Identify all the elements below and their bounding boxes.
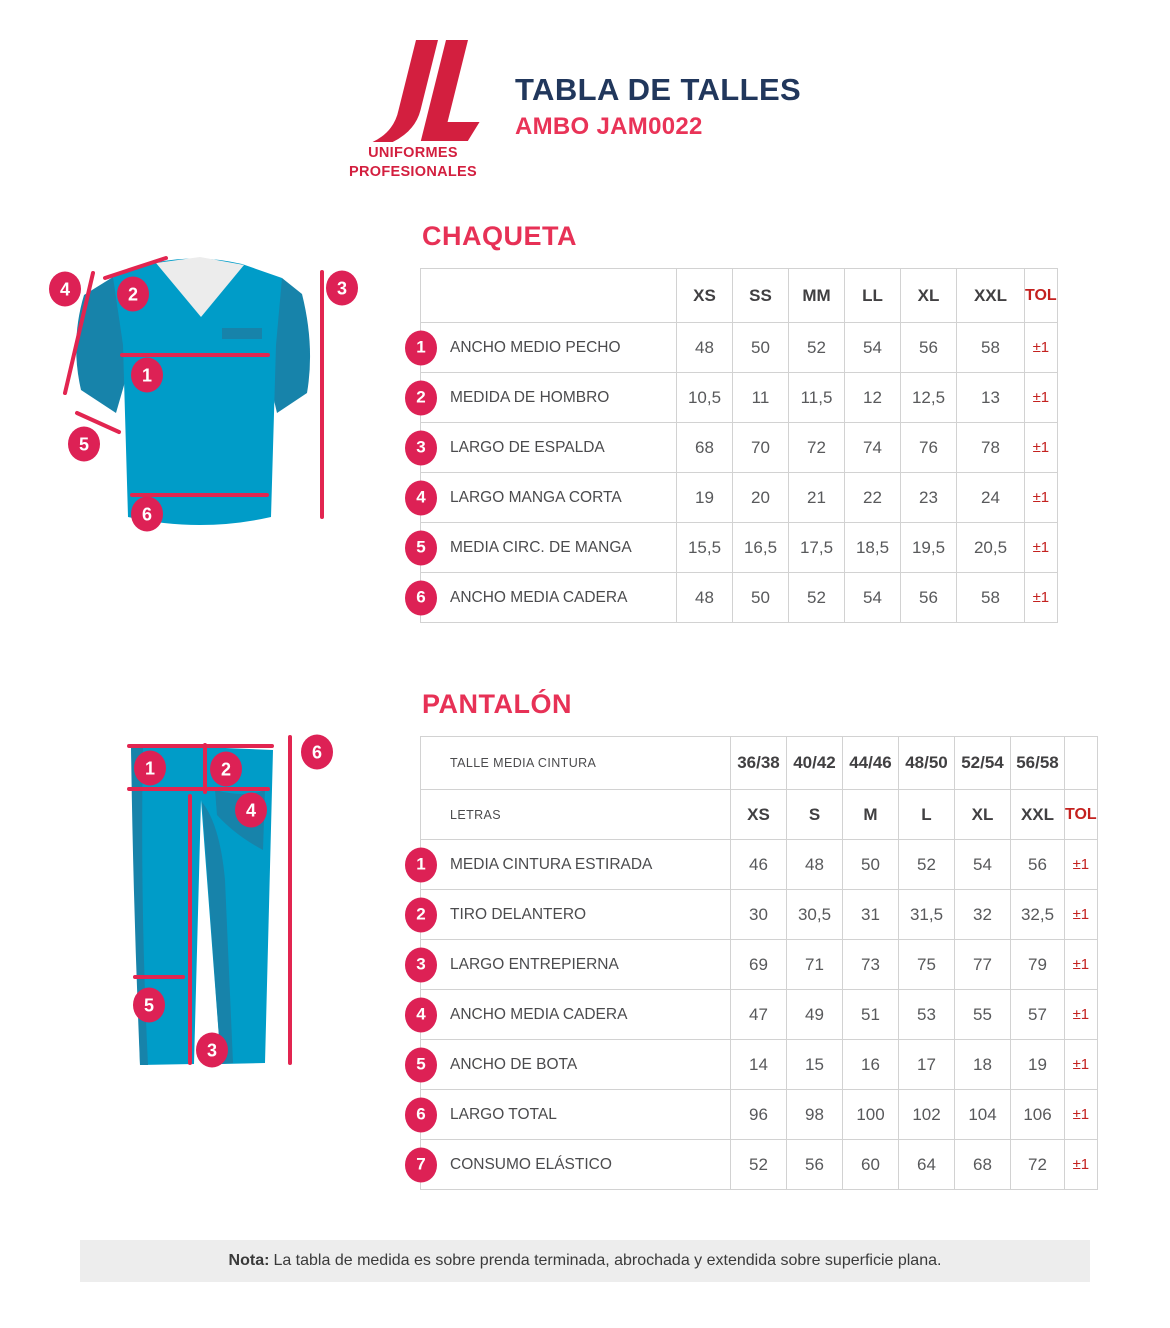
measure-marker-number: 1 <box>144 758 156 779</box>
measure-marker-number: 4 <box>59 279 71 300</box>
tolerance-value: ±1 <box>1065 1090 1098 1140</box>
talle-value: 48/50 <box>899 737 955 790</box>
size-col-header: L <box>899 790 955 840</box>
size-value: 12 <box>845 373 901 423</box>
tolerance-value: ±1 <box>1025 323 1058 373</box>
brand-logo <box>338 38 488 182</box>
jacket-illustration <box>40 250 370 550</box>
title-block <box>515 72 801 141</box>
measure-row <box>421 1140 1098 1190</box>
tol-col-header: TOL <box>1025 269 1058 323</box>
measure-row <box>421 573 1058 623</box>
tolerance-value: ±1 <box>1025 423 1058 473</box>
size-value: 73 <box>843 940 899 990</box>
row-number-badge: 1 <box>405 847 437 882</box>
measure-row <box>421 940 1098 990</box>
size-value: 56 <box>1011 840 1065 890</box>
size-value: 55 <box>955 990 1011 1040</box>
row-number-badge: 7 <box>405 1147 437 1182</box>
tol-col-header: TOL <box>1065 790 1098 840</box>
size-value: 50 <box>733 573 789 623</box>
logo-text-line2: PROFESIONALES <box>349 163 477 180</box>
logo-text-line1: UNIFORMES <box>368 145 458 161</box>
size-value: 71 <box>787 940 843 990</box>
size-value: 31 <box>843 890 899 940</box>
row-number-badge: 4 <box>405 997 437 1032</box>
talle-value: 40/42 <box>787 737 843 790</box>
size-value: 48 <box>677 573 733 623</box>
size-value: 31,5 <box>899 890 955 940</box>
talle-value: 44/46 <box>843 737 899 790</box>
size-value: 102 <box>899 1090 955 1140</box>
size-value: 72 <box>1011 1140 1065 1190</box>
measure-label: CONSUMO ELÁSTICO <box>450 1155 612 1173</box>
note-text: La tabla de medida es sobre prenda terminada, abrochada y extendida sobre superficie plana. <box>273 1252 942 1269</box>
measure-label: ANCHO DE BOTA <box>450 1055 578 1073</box>
letras-label: LETRAS <box>421 790 731 840</box>
size-value: 56 <box>901 323 957 373</box>
size-value: 16 <box>843 1040 899 1090</box>
tolerance-value: ±1 <box>1065 940 1098 990</box>
chaqueta-size-table <box>416 268 1058 623</box>
size-value: 52 <box>899 840 955 890</box>
size-value: 19 <box>1011 1040 1065 1090</box>
talle-value: 52/54 <box>955 737 1011 790</box>
tolerance-value: ±1 <box>1065 990 1098 1040</box>
size-col-header: SS <box>733 269 789 323</box>
size-value: 13 <box>957 373 1025 423</box>
jl-monogram-icon <box>338 38 488 142</box>
measure-row <box>421 523 1058 573</box>
measure-label: TIRO DELANTERO <box>450 905 587 923</box>
size-value: 104 <box>955 1090 1011 1140</box>
measure-label: MEDIA CINTURA ESTIRADA <box>450 855 653 873</box>
measure-row <box>421 1090 1098 1140</box>
row-number-badge: 3 <box>405 947 437 982</box>
size-value: 100 <box>843 1090 899 1140</box>
tolerance-value: ±1 <box>1025 523 1058 573</box>
page-subtitle: AMBO JAM0022 <box>515 113 703 140</box>
size-value: 52 <box>789 573 845 623</box>
tolerance-value: ±1 <box>1065 890 1098 940</box>
size-col-header: MM <box>789 269 845 323</box>
size-value: 14 <box>731 1040 787 1090</box>
measure-row <box>421 473 1058 523</box>
size-value: 75 <box>899 940 955 990</box>
measure-label: ANCHO MEDIA CADERA <box>450 1005 628 1023</box>
measure-label: ANCHO MEDIA CADERA <box>450 588 628 606</box>
size-value: 58 <box>957 573 1025 623</box>
size-value: 60 <box>843 1140 899 1190</box>
size-value: 51 <box>843 990 899 1040</box>
size-col-header: XL <box>955 790 1011 840</box>
size-value: 16,5 <box>733 523 789 573</box>
measure-row <box>421 1040 1098 1090</box>
row-number-badge: 5 <box>405 530 437 565</box>
tolerance-value: ±1 <box>1065 840 1098 890</box>
size-value: 68 <box>677 423 733 473</box>
size-value: 23 <box>901 473 957 523</box>
size-value: 48 <box>677 323 733 373</box>
talle-value: 36/38 <box>731 737 787 790</box>
measure-marker-number: 6 <box>311 742 323 763</box>
size-col-header: S <box>787 790 843 840</box>
size-value: 69 <box>731 940 787 990</box>
measure-marker-number: 1 <box>141 365 153 386</box>
page-title: TABLA DE TALLES <box>515 72 802 107</box>
row-number-badge: 5 <box>405 1047 437 1082</box>
size-value: 18,5 <box>845 523 901 573</box>
size-value: 52 <box>731 1140 787 1190</box>
measure-label: LARGO MANGA CORTA <box>450 488 622 506</box>
measure-label: MEDIDA DE HOMBRO <box>450 388 610 406</box>
letras-row <box>421 790 1098 840</box>
size-value: 30,5 <box>787 890 843 940</box>
measure-label: LARGO DE ESPALDA <box>450 438 605 456</box>
jacket-pocket <box>222 328 262 339</box>
talle-value: 56/58 <box>1011 737 1065 790</box>
measure-label: MEDIA CIRC. DE MANGA <box>450 538 632 556</box>
size-value: 24 <box>957 473 1025 523</box>
size-header-row <box>421 269 1058 323</box>
measure-row <box>421 323 1058 373</box>
size-value: 79 <box>1011 940 1065 990</box>
size-value: 15,5 <box>677 523 733 573</box>
size-value: 96 <box>731 1090 787 1140</box>
size-col-header: XS <box>677 269 733 323</box>
tolerance-value: ±1 <box>1065 1140 1098 1190</box>
tolerance-value: ±1 <box>1025 373 1058 423</box>
measure-row <box>421 373 1058 423</box>
empty-header-cell <box>421 269 677 323</box>
size-value: 18 <box>955 1040 1011 1090</box>
pantalon-section <box>416 688 1122 1190</box>
size-value: 22 <box>845 473 901 523</box>
size-value: 70 <box>733 423 789 473</box>
size-value: 54 <box>955 840 1011 890</box>
size-col-header: XXL <box>1011 790 1065 840</box>
tolerance-value: ±1 <box>1025 473 1058 523</box>
size-value: 17 <box>899 1040 955 1090</box>
size-value: 15 <box>787 1040 843 1090</box>
chaqueta-title: CHAQUETA <box>422 221 577 251</box>
measure-marker-number: 5 <box>143 995 155 1016</box>
size-col-header: LL <box>845 269 901 323</box>
size-value: 46 <box>731 840 787 890</box>
size-value: 19 <box>677 473 733 523</box>
size-value: 32 <box>955 890 1011 940</box>
measure-row <box>421 890 1098 940</box>
size-value: 53 <box>899 990 955 1040</box>
size-value: 54 <box>845 573 901 623</box>
size-value: 106 <box>1011 1090 1065 1140</box>
measure-marker-number: 3 <box>206 1040 218 1061</box>
size-value: 56 <box>787 1140 843 1190</box>
size-value: 77 <box>955 940 1011 990</box>
row-number-badge: 2 <box>405 380 437 415</box>
size-value: 20,5 <box>957 523 1025 573</box>
size-col-header: XXL <box>957 269 1025 323</box>
size-value: 20 <box>733 473 789 523</box>
tolerance-value: ±1 <box>1065 1040 1098 1090</box>
size-value: 74 <box>845 423 901 473</box>
chaqueta-section <box>416 220 1082 623</box>
row-number-badge: 2 <box>405 897 437 932</box>
size-value: 76 <box>901 423 957 473</box>
size-value: 32,5 <box>1011 890 1065 940</box>
size-value: 68 <box>955 1140 1011 1190</box>
pantalon-title: PANTALÓN <box>422 689 572 719</box>
size-value: 64 <box>899 1140 955 1190</box>
size-value: 19,5 <box>901 523 957 573</box>
measure-marker-number: 2 <box>220 759 232 780</box>
row-number-badge: 3 <box>405 430 437 465</box>
measure-row <box>421 990 1098 1040</box>
row-number-badge: 6 <box>405 580 437 615</box>
empty-cell <box>1065 737 1098 790</box>
size-value: 78 <box>957 423 1025 473</box>
size-value: 12,5 <box>901 373 957 423</box>
measure-label: ANCHO MEDIO PECHO <box>450 338 621 356</box>
size-value: 48 <box>787 840 843 890</box>
size-value: 21 <box>789 473 845 523</box>
size-col-header: XS <box>731 790 787 840</box>
size-col-header: M <box>843 790 899 840</box>
talle-label: TALLE MEDIA CINTURA <box>421 737 731 790</box>
measure-marker-number: 5 <box>78 434 90 455</box>
size-value: 98 <box>787 1090 843 1140</box>
size-value: 11 <box>733 373 789 423</box>
row-number-badge: 1 <box>405 330 437 365</box>
size-value: 17,5 <box>789 523 845 573</box>
measure-row <box>421 423 1058 473</box>
size-value: 50 <box>733 323 789 373</box>
size-value: 56 <box>901 573 957 623</box>
pantalon-size-table <box>416 736 1098 1190</box>
measure-label: LARGO ENTREPIERNA <box>450 955 619 973</box>
size-value: 58 <box>957 323 1025 373</box>
size-value: 30 <box>731 890 787 940</box>
size-value: 50 <box>843 840 899 890</box>
size-value: 52 <box>789 323 845 373</box>
size-value: 10,5 <box>677 373 733 423</box>
measure-marker-number: 3 <box>336 278 348 299</box>
note-label: Nota: <box>228 1252 270 1269</box>
measure-label: LARGO TOTAL <box>450 1105 557 1123</box>
tolerance-value: ±1 <box>1025 573 1058 623</box>
size-value: 54 <box>845 323 901 373</box>
measure-row <box>421 840 1098 890</box>
measure-marker-number: 6 <box>141 504 153 525</box>
size-value: 47 <box>731 990 787 1040</box>
size-value: 57 <box>1011 990 1065 1040</box>
size-value: 72 <box>789 423 845 473</box>
row-number-badge: 4 <box>405 480 437 515</box>
pants-illustration <box>95 730 345 1095</box>
talle-row <box>421 737 1098 790</box>
size-col-header: XL <box>901 269 957 323</box>
measure-marker-number: 2 <box>127 284 139 305</box>
size-value: 11,5 <box>789 373 845 423</box>
row-number-badge: 6 <box>405 1097 437 1132</box>
size-value: 49 <box>787 990 843 1040</box>
note-bar <box>80 1240 1090 1282</box>
measure-marker-number: 4 <box>245 800 257 821</box>
